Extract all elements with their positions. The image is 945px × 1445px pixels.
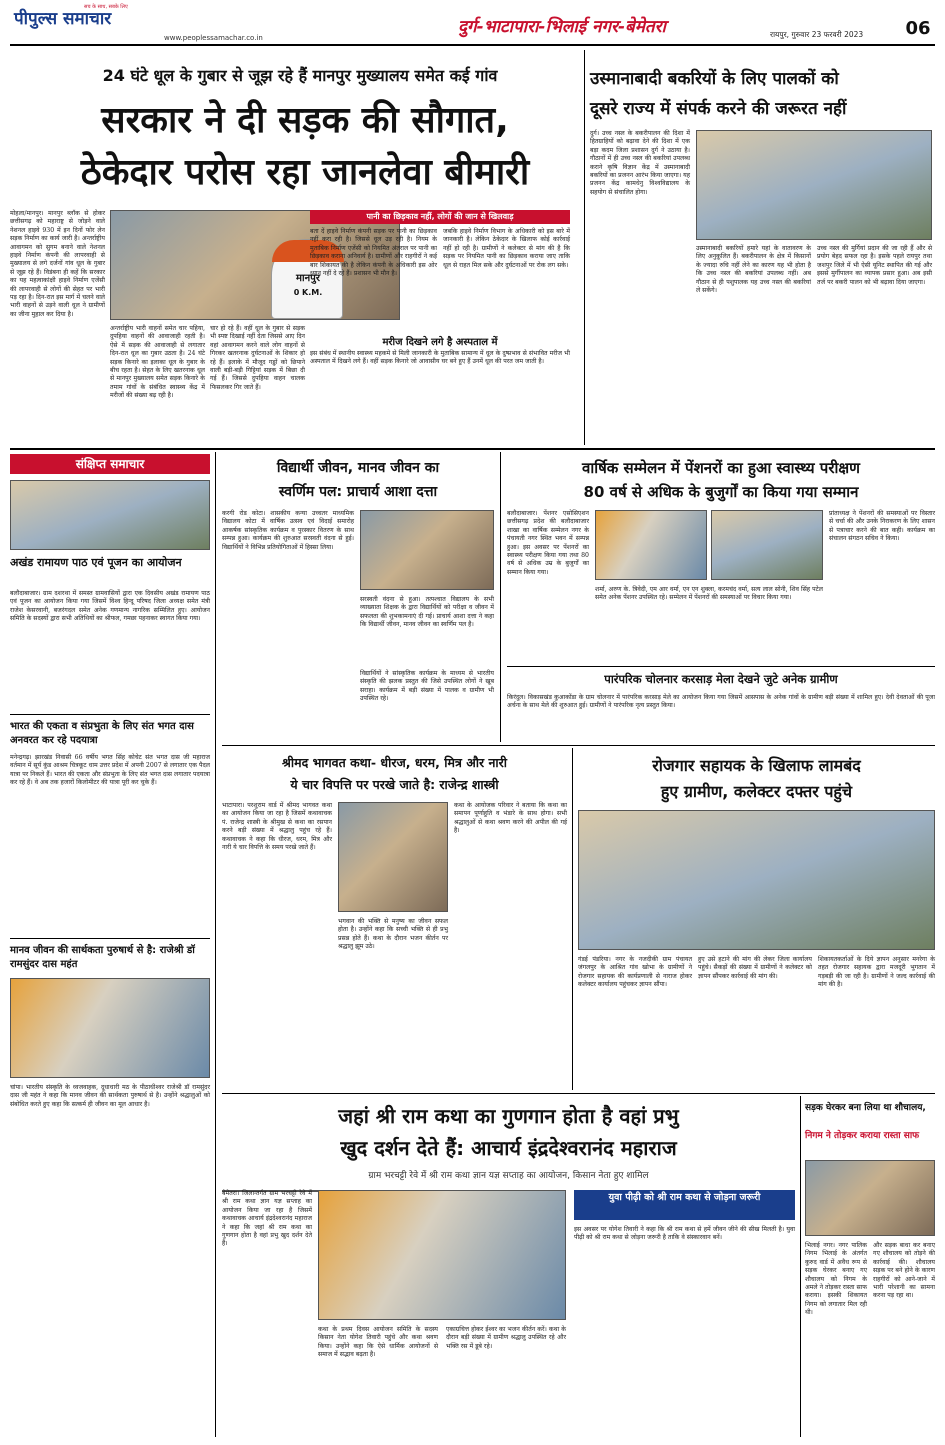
lead-col-4: बता दें हाइवे निर्माण कंपनी सड़क पर पानी का छिड़काव नहीं करा रही है। जिससे धूल उड़ रही है। नियम के मुताबिक निर्माण एजेंसी को नियमित अंतराल पर पानी का छिड़काव कराना अनिवार्य है। ग्रामीणों और राहगीरों ने कई बार शिकायत की है लेकिन कंपनी के अधिकारी इस ओर ध्यान नहीं दे रहे हैं। प्रशासन भी मौन है। (310, 228, 437, 278)
toilet-col-1: भिलाई नगर। नगर पालिक निगम भिलाई के अंतर्गत कुरुद वार्ड में अवैध रूप से सड़क घेरकर बनाए गए शौचालय को निगम के अमले ने तोड़कर रास्ता साफ कराया। इसकी शिकायत निगम को लगातार मिल रही थी। (805, 1242, 867, 1317)
pensioner-headline-1: वार्षिक सम्मेलन में पेंशनरों का हुआ स्वास्थ्य परीक्षण (582, 459, 860, 477)
brief-item-3-head: मानव जीवन की सार्थकता पुरुषार्थ से है: राजेश्री डॉ रामसुंदर दास महंत (10, 945, 195, 970)
issue-date: रायपुर, गुरुवार 23 फरवरी 2023 (770, 30, 864, 39)
bhagwat-headline-1: श्रीमद भागवत कथा- धीरज, धरम, मित्र और नारी (282, 755, 507, 770)
rozgar-headline-1: रोजगार सहायक के खिलाफ लामबंद (652, 756, 861, 775)
ramkatha-story (222, 1096, 795, 1437)
goat-col-3: उच्च नस्ल की मुर्गियां प्रदान की जा रही हैं और से प्रयोग बेहद सफल रहा है। इसके पहले रायपुर तथा जशपुर जिले में भी ऐसी यूनिट स्थापित की गई और इससे मुर्गीपालन का व्यापक प्रसार हुआ। अब इसी तर्ज पर बकरी पालन को भी बढ़ावा दिया जाएगा। (817, 245, 932, 286)
lead-col-1: मोहला/मानपुर। मानपुर ब्लॉक से होकर छत्तीसगढ़ को महाराष्ट्र से जोड़ने वाले नेशनल हाइवे 930 में इन दिनों फोर लेन सड़क निर्माण का कार्य जारी है। अन्तर्राष्ट्रीय आवागमन को सुगम बनाने वाले नेशनल हाइवे निर्माण कंपनी की लापरवाही से मुख्यालय से लगे दर्जनों गांव धूल के गुबार से जूझ रहे हैं। विडंबना ही कहें कि सरकार का यह महत्वाकांक्षी हाइवे निर्माण एजेंसी की लापरवाही से लोगों की सेहत पर भारी पड़ रहा है। दिन-रात इस मार्ग में चलने वाले भारी वाहनों से उड़ने वाली धूल ने ग्रामीणों का जीना मुहाल कर दिया है। (10, 210, 105, 318)
goat-photo (696, 130, 932, 240)
principal-col-1: करगी रोड कोटा। शासकीय कन्या उच्चतर माध्यमिक विद्यालय कोटा में वार्षिक उत्सव एवं विदाई समारोह आकर्षक सांस्कृतिक कार्यक्रम व पुरस्कार वितरण के साथ सम्पन्न हुआ। कार्यक्रम की शुरुआत सरस्वती वंदना से हुई। विद्यार्थियों ने विभिन्न प्रतियोगिताओं में हिस्सा लिया। (222, 510, 354, 551)
pensioner-col-2: शर्मा, अरुण के. त्रिवेदी, एम आर वर्मा, एन एन शुक्ला, करमचंद वर्मा, सत्य लाल सोनी, शिव सिंह पटेल समेत अनेक पेंशनर उपस्थित रहे। सम्मेलन में पेंशनरों की समस्याओं पर विचार किया गया। (595, 586, 823, 602)
principal-story (222, 452, 494, 742)
ramkatha-sidebar (574, 1190, 795, 1430)
paper-name: पीपुल्स समाचार (14, 9, 112, 29)
principal-headline-1: विद्यार्थी जीवन, मानव जीवन का (276, 460, 440, 476)
bhagwat-divider (572, 748, 573, 1090)
milestone-distance: 0 K.M. (293, 288, 323, 297)
bhagwat-photo (338, 802, 448, 912)
brief-item-1-text: बलौदाबाजार। ग्राम दशरथा में समस्त ग्रामवासियों द्वारा एक दिवसीय अखंड रामायण पाठ एवं पूजन का आयोजन किया गया जिसमें विश्व हिन्दू परिषद जिला अध्यक्ष समेत मंत्री राजेश केसरवानी, बजरंगदल समेत अनेक गणमान्य नागरिक सम्मिलित हुए। आयोजन समिति के सदस्यों द्वारा सभी अतिथियों का श्रीफल, गमछा पहनाकर स्वागत किया गया। (10, 590, 210, 623)
brief-photo-3 (10, 978, 210, 1078)
brief-divider-1 (10, 714, 210, 715)
goat-col-1: दुर्ग। उच्च नस्ल के बकरीपालन की दिशा में हितग्राहियों को बढ़ावा देने की दिशा में एक बड़ा कदम जिला प्रशासन दुर्ग ने उठाया है। गौठानों में ही उच्च नस्ल की बकरियां उपलब्ध कराने कृषि विज्ञान केंद्र में उस्मानाबादी बकरियों का प्रजनन आरंभ किया जाएगा। यह प्रजनन केंद्र कामधेनु विश्वविद्यालय के सहयोग से संचालित होगा। (590, 130, 690, 196)
lead-headline-2: ठेकेदार परोस रहा जानलेवा बीमारी (80, 152, 530, 193)
rozgar-photo (578, 810, 935, 950)
ramkatha-sidebar-text: इस अवसर पर योगेश तिवारी ने कहा कि श्री राम कथा से हमें जीवन जीने की सीख मिलती है। युवा पीढ़ी को श्री राम कथा से जोड़ना जरूरी है ताकि वे संस्कारवान बनें। (574, 1226, 795, 1242)
ramkatha-headline-1: जहां श्री राम कथा का गुणगान होता है वहां प्रभु (338, 1104, 679, 1128)
goat-story (590, 50, 935, 445)
ramkatha-col-2: कथा के प्रथम दिवस आयोजन समिति के सदस्य किसान नेता योगेश तिवारी पहुंचे और कथा श्रवण किया। उन्होंने कहा कि ऐसे धार्मिक आयोजनों से समाज में सद्भाव बढ़ता है। (318, 1326, 438, 1359)
lead-story (10, 50, 580, 445)
goat-col-2: उस्मानाबादी बकरियों हमारे यहां के वातावरण के लिए अनुकूलित हैं। बकरीपालन के क्षेत्र में किसानों के ज्यादा रुचि नहीं लेने का कारण यह भी होता है कि उच्च नस्ल की बकरियां उपलब्ध नहीं। अब गौठान से ही पशुपालक यह उच्च नस्ल की बकरियां ले सकेंगे। (696, 245, 811, 295)
pensioner-photo-2 (711, 510, 823, 580)
rozgar-col-3: शिकायतकर्ताओं के दिये ज्ञापन अनुसार मनरेगा के तहत रोजगार सहायक द्वारा मजदूरी भुगतान में गड़बड़ी की जा रही है। ग्रामीणों ने जल्द कार्रवाई की मांग की है। (818, 956, 935, 989)
lead-col-5: जबकि हाइवे निर्माण विभाग के अधिकारी को इस बारे में जानकारी है। लेकिन ठेकेदार के खिलाफ कोई कार्रवाई नहीं हो रही है। ग्रामीणों ने कलेक्टर से मांग की है कि सड़क पर नियमित पानी का छिड़काव कराया जाए ताकि धूल से राहत मिल सके और दुर्घटनाओं पर रोक लग सके। (443, 228, 570, 269)
paper-website: www.peoplessamachar.co.in (164, 34, 263, 42)
fair-headline: पारंपरिक चोलनार करसाड़ मेला देखने जुटे अनेक ग्रामीण (604, 672, 838, 686)
pensioner-col-3: प्रांताध्यक्ष ने पेंशनरों की समस्याओं पर विस्तार से चर्चा की और उनके निराकरण के लिए शासन से पत्राचार करने की बात कही। कार्यक्रम का संचालन संगठन सचिव ने किया। (829, 510, 935, 543)
toilet-headline-1: सड़क घेरकर बना लिया था शौचालय, (805, 1103, 926, 1113)
lead-col-3: चार हो रहे हैं। वहीं धूल के गुबार से सड़क भी स्पष्ट दिखाई नहीं देता जिससे आए दिन वहां आवागमन करने वाले लोग वाहनों से गिरकर खतरनाक दुर्घटनाओं के शिकार हो रहे हैं। इलाके में मौजूद गड्ढों को छिपाने वाली बड़ी-बड़ी गिट्टियां सड़क में बिछा दी गई हैं। जिससे दुपहिया वाहन चालक फिसलकर गिर जाते हैं। (210, 325, 305, 391)
masthead (0, 0, 945, 46)
masthead-rule (10, 44, 935, 46)
bhagwat-col-2: भगवान की भक्ति से मनुष्य का जीवन सफल होता है। उन्होंने कहा कि सच्ची भक्ति से ही प्रभु प्रसन्न होते हैं। कथा के दौरान भजन कीर्तन पर श्रद्धालु झूम उठे। (338, 918, 448, 951)
fair-top-rule (507, 666, 935, 667)
toilet-story (805, 1096, 935, 1437)
principal-divider (500, 452, 501, 742)
bhagwat-col-1: भाटापारा। परशुराम वार्ड में श्रीमद भागवत कथा का आयोजन किया जा रहा है जिसमें कथावाचक पं. राजेन्द्र शास्त्री के श्रीमुख से कथा का रसपान करने बड़ी संख्या में श्रद्धालु पहुंच रहे हैं। कथावाचक ने कहा कि धीरज, धरम, मित्र और नारी ये चार विपत्ति के समय परखे जाते हैं। (222, 802, 332, 852)
masthead-logo-block (14, 4, 263, 42)
rozgar-col-2: हुए उसे हटाने की मांग की लेकर जिला कार्यालय पहुंचे। सैकड़ों की संख्या में ग्रामीणों ने कलेक्टर को ज्ञापन सौंपकर कार्रवाई की मांग की। (698, 956, 812, 980)
brief-item-2-text: मनेन्द्रगढ़। झारखंड निवासी 66 वर्षीय भगत सिंह कोचेट संत भगत दास जी महाराज वर्तमान में सूर्य कुंड आश्रम चित्रकूट धाम उत्तर प्रदेश में अपनी 2007 से लगातार एक पैदल यात्रा पर निकले हैं। भारत की एकता और संप्रभुता के लिए संत भगत दास लगातार पदयात्रा कर रहे हैं। वे अब तक हजारों किलोमीटर की यात्रा पूरी कर चुके हैं। (10, 754, 210, 787)
ramkatha-deck: ग्राम भरचट्टी रेवे में श्री राम कथा ज्ञान यज्ञ सप्ताह का आयोजन, किसान नेता हुए शामिल (368, 1171, 649, 1181)
goat-divider (584, 50, 585, 445)
rozgar-story (578, 748, 935, 1090)
principal-col-3: विद्यार्थियों ने सांस्कृतिक कार्यक्रम के माध्यम से भारतीय संस्कृति की झलक प्रस्तुत की जिसे उपस्थित लोगों ने खूब सराहा। कार्यक्रम में बड़ी संख्या में पालक व ग्रामीण भी उपस्थित रहे। (360, 670, 494, 703)
toilet-col-2: और सड़क बाधा कर बनाए गए शौचालय को तोड़ने की कार्रवाई की। शौचालय सड़क पर बने होने के कारण राहगीरों को आने-जाने में भारी परेशानी का सामना करना पड़ रहा था। (873, 1242, 935, 1300)
mid-section-rule (222, 745, 935, 746)
rozgar-headline-2: हुए ग्रामीण, कलेक्टर दफ्तर पहुंचे (660, 782, 853, 801)
bhagwat-col-3: कथा के आयोजक परिवार ने बताया कि कथा का समापन पूर्णाहुति व भंडारे के साथ होगा। सभी श्रद्धालुओं से कथा श्रवण करने की अपील की गई है। (454, 802, 567, 835)
lead-col-6: इस संबंध में स्थानीय स्वास्थ्य महकमे से मिली जानकारी के मुताबिक सामान्य में धूल के दुष्प्रभाव से संभावित मरीज भी अस्पताल में दिखने लगे हैं। वहीं सड़क किनारे जो आवासीय घर बने हुए हैं उनमें धूल की परत जम जाती है। (310, 350, 570, 366)
ramkatha-sidebar-title: युवा पीढ़ी को श्री राम कथा से जोड़ना जरूरी (574, 1190, 795, 1220)
upper-section-rule (10, 448, 935, 450)
lead-sub-banner: पानी का छिड़काव नहीं, लोगों की जान से खिलवाड़ (310, 210, 570, 224)
brief-column-divider (215, 452, 216, 1437)
milestone-place: मानपुर (296, 273, 320, 284)
lead-sub-head-2: मरीज दिखने लगे है अस्पताल में (382, 337, 498, 348)
pensioner-headline-2: 80 वर्ष से अधिक के बुजुर्गों का किया गया सम्मान (583, 483, 859, 501)
ramkatha-main-photo (318, 1190, 566, 1320)
toilet-headline-2: निगम ने तोड़कर कराया रास्ता साफ (805, 1131, 920, 1141)
lower-section-rule (222, 1093, 935, 1094)
goat-headline-2: दूसरे राज्य में संपर्क करने की जरूरत नहीं (590, 99, 847, 119)
bhagwat-story (222, 748, 567, 1090)
ramkatha-divider (800, 1096, 801, 1437)
brief-divider-2 (10, 938, 210, 939)
pensioner-story (507, 452, 935, 662)
ramkatha-headline-2: खुद दर्शन देते हैं: आचार्य इंद्रदेश्वरानंद महाराज (340, 1136, 677, 1160)
lead-kicker: 24 घंटे धूल के गुबार से जूझ रहे हैं मानपुर मुख्यालय समेत कई गांव (102, 66, 498, 85)
goat-headline-1: उस्मानाबादी बकरियों के लिए पालकों को (590, 69, 839, 89)
brief-item-3-text: चांपा। भारतीय संस्कृति के ध्वजवाहक, दूधाधारी मठ के पीठाधीश्वर राजेश्री डॉ रामसुंदर दास जी महंत ने कहा कि मानव जीवन की सार्थकता पुरुषार्थ से है। उन्होंने श्रद्धालुओं को संबोधित करते हुए कहा कि सत्कर्म ही जीवन का मूल आधार है। (10, 1084, 210, 1108)
edition-title: दुर्ग-भाटापारा-भिलाई नगर-बेमेतरा (458, 17, 666, 37)
ramkatha-col-1: बेमेतरा। जिलान्तर्गत ग्राम भरचट्टी रेवे में श्री राम कथा ज्ञान यज्ञ सप्ताह का आयोजन किया जा रहा है जिसमें कथावाचक आचार्य इंद्रदेश्वरानंद महाराज ने कहा कि जहां श्री राम कथा का गुणगान होता है वहां प्रभु खुद दर्शन देते हैं। (222, 1190, 312, 1248)
paper-tagline: सच के साथ, सबके लिए (84, 4, 128, 10)
fair-text: किरंदुल। विकासखंड कुआकोंडा के ग्राम चोलनार में पारंपरिक करसाड़ मेले का आयोजन किया गया जिसमें आसपास के अनेक गांवों के ग्रामीण बड़ी संख्या में शामिल हुए। देवी देवताओं की पूजा अर्चना के साथ मेले की शुरुआत हुई। ग्रामीणों ने पारंपरिक नृत्य प्रस्तुत किया। (507, 694, 935, 710)
brief-item-1-head: अखंड रामायण पाठ एवं पूजन का आयोजन (10, 556, 182, 569)
fair-story (507, 666, 935, 742)
principal-headline-2: स्वर्णिम पल: प्राचार्य आशा दत्ता (278, 484, 438, 500)
lead-headline-1: सरकार ने दी सड़क की सौगात, (101, 100, 509, 141)
brief-photo-1 (10, 480, 210, 550)
toilet-photo (805, 1160, 935, 1236)
lead-col-2: अन्तर्राष्ट्रीय भारी वाहनों समेत चार पहिया, दुपहिया वाहनों की आवाजाही रहती है। ऐसे में सड़क की आवाजाही से लगातार दिन-रात धूल का गुबार उठता है। 24 घंटे सड़क किनारे का इलाका धूल के गुबार के बीच रहता है। सेहत के लिए खतरनाक धूल से मानपुर मुख्यालय समेत सड़क किनारे के तमाम गांवों के संबंधित स्वास्थ्य केंद्र में मरीजों की संख्या बढ़ रही है। (110, 325, 205, 400)
pensioner-col-1: बलौदाबाजार। पेंशनर एसोसिएशन छत्तीसगढ़ प्रदेश की बलौदाबाजार शाखा का वार्षिक सम्मेलन नगर के पंचायती नगर स्थित भवन में सम्पन्न हुआ। इस अवसर पर पेंशनरों का स्वास्थ्य परीक्षण किया गया तथा 80 वर्ष से अधिक उम्र के बुजुर्गों का सम्मान किया गया। (507, 510, 589, 576)
brief-news-title: संक्षिप्त समाचार (10, 454, 210, 474)
principal-photo (360, 510, 494, 590)
bhagwat-headline-2: ये चार विपत्ति पर परखे जाते है: राजेन्द्र शास्त्री (290, 777, 499, 792)
ramkatha-col-3: एकाग्रचित्त होकर ईश्वर का भजन कीर्तन करें। कथा के दौरान बड़ी संख्या में ग्रामीण श्रद्धालु उपस्थित रहे और भक्ति रस में डूबे रहे। (446, 1326, 566, 1350)
principal-col-2: सरस्वती वंदना से हुआ। तत्पश्चात विद्यालय के सभी व्याख्याता शिक्षक के द्वारा विद्यार्थियों को परीक्षा व जीवन में सफलता की शुभकामनाएं दी गई। प्राचार्य आशा दत्ता ने कहा कि विद्यार्थी जीवन, मानव जीवन का स्वर्णिम पल है। (360, 596, 494, 629)
brief-news-column (10, 452, 210, 1437)
page-number: 06 (905, 18, 931, 39)
pensioner-photo-1 (595, 510, 707, 580)
brief-item-2-head: भारत की एकता व संप्रभुता के लिए संत भगत दास अनवरत कर रहे पदयात्रा (10, 721, 194, 746)
rozgar-col-1: गंडई पंडरिया। नगर के नजदीकी ग्राम पंचायत जंगलपुर के आश्रित गांव खोभा के ग्रामीणों ने रोजगार सहायक की कार्यप्रणाली से नाराज होकर कलेक्टर कार्यालय पहुंचकर ज्ञापन सौंपा। (578, 956, 692, 989)
